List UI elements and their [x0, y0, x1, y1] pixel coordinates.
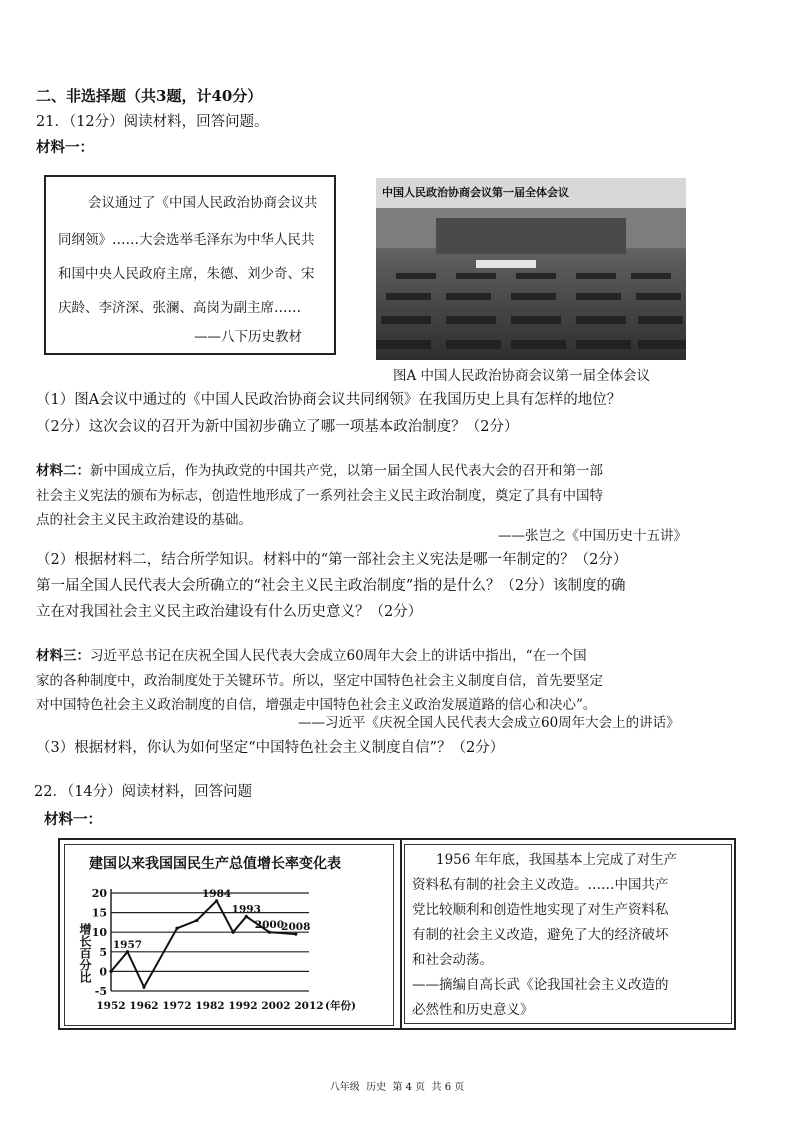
photo-banner: 中国人民政治协商会议第一届全体会议: [382, 186, 569, 199]
growth-point: [175, 927, 178, 930]
box-divider: [400, 840, 402, 1028]
x-tick-label: 1982: [195, 1000, 225, 1012]
year-annotation: 1984: [201, 887, 232, 900]
q22-text-line: ——摘编自高长武《论我国社会主义改造的: [412, 977, 669, 993]
section-title: 二、非选择题（共3题，计40分）: [36, 87, 263, 105]
material2-text: 新中国成立后，作为执政党的中国共产党，以第一届全国人民代表大会的召开和第一部: [90, 463, 603, 479]
year-annotation: 1957: [112, 938, 143, 951]
material3-label: 材料三：: [36, 648, 90, 664]
q22-material1-label: 材料一：: [44, 811, 102, 828]
q21-question1-line: （1）图A会议中通过的《中国人民政治协商会议共同纲领》在我国历史上具有怎样的地位？: [36, 392, 622, 408]
q22-text-line: 有制的社会主义改造，避免了大的经济破坏: [412, 927, 669, 943]
material2-line: 社会主义宪法的颁布为标志，创造性地形成了一系列社会主义民主政治制度，奠定了具有中国特: [36, 488, 603, 504]
x-axis-label: (年份): [325, 1000, 356, 1012]
quote-line: 同纲领》……大会选举毛泽东为中华人民共: [58, 232, 315, 248]
quote-source: ——八下历史教材: [194, 329, 302, 345]
growth-point: [109, 970, 112, 973]
material3-text: 习近平总书记在庆祝全国人民代表大会成立60周年大会上的讲话中指出，“在一个国: [90, 648, 587, 664]
year-annotation: 1993: [231, 903, 261, 916]
x-tick-label: 2012: [294, 1000, 324, 1012]
material2-label: 材料二：: [36, 463, 90, 479]
gdp-growth-chart: [65, 845, 393, 1025]
y-tick-label: 15: [91, 906, 107, 920]
q21-question2-line: 立在对我国社会主义民主政治建设有什么历史意义？（2分）: [36, 604, 423, 620]
y-tick-label: -5: [94, 985, 107, 998]
x-tick-label: 1972: [162, 1000, 192, 1012]
material2-source: ——张岂之《中国历史十五讲》: [498, 528, 687, 544]
material3-line: 对中国特色社会主义政治制度的自信，增强走中国特色社会主义政治发展道路的信心和决心”。: [36, 697, 597, 713]
conference-photo: [376, 178, 686, 360]
material3-line: 家的各种制度中，政治制度处于关键环节。所以，坚定中国特色社会主义制度自信，首先要坚定: [36, 673, 603, 689]
year-annotation: 2008: [281, 921, 311, 934]
q22-text-line: 资料私有制的社会主义改造。……中国共产: [412, 877, 669, 893]
photo-caption: 图A 中国人民政治协商会议第一届全体会议: [393, 368, 651, 384]
y-tick-label: 10: [91, 926, 107, 940]
material3-source: ——习近平《庆祝全国人民代表大会成立60周年大会上的讲话》: [298, 715, 680, 731]
growth-point: [142, 985, 145, 988]
q21-question1-line: （2分）这次会议的召开为新中国初步确立了哪一项基本政治制度？（2分）: [36, 419, 519, 435]
q21-header: 21．（12分）阅读材料，回答问题。: [36, 114, 269, 130]
x-tick-label: 1952: [96, 1000, 126, 1012]
q22-material-box: [58, 838, 736, 1030]
chart-title: 建国以来我国国民生产总值增长率变化表: [89, 856, 341, 872]
quote-line: 会议通过了《中国人民政治协商会议共: [88, 195, 318, 211]
q21-question2-line: （2）根据材料二，结合所学知识。材料中的“第一部社会主义宪法是哪一年制定的？（2分）: [36, 552, 628, 568]
q22-text-line: 1956 年年底，我国基本上完成了对生产: [436, 852, 678, 868]
q22-text-line: 党比较顺利和创造性地实现了对生产资料私: [412, 902, 669, 918]
x-tick-label: 1962: [129, 1000, 159, 1012]
y-axis-label: 增长百分比: [78, 923, 92, 983]
q22-text-line: 和社会动荡。: [412, 952, 493, 968]
chart-frame: [64, 844, 394, 1026]
y-tick-label: 5: [99, 945, 107, 959]
quote-line: 庆龄、李济深、张澜、高岗为副主席……: [58, 300, 301, 316]
growth-point: [195, 919, 198, 922]
x-tick-label: 1992: [228, 1000, 258, 1012]
x-tick-label: 2002: [261, 1000, 291, 1012]
year-annotation: 2000: [254, 919, 285, 932]
quote-line: 和国中央人民政府主席，朱德、刘少奇、宋: [58, 266, 315, 282]
q22-text-line: 必然性和历史意义》: [412, 1002, 534, 1018]
q21-material1-label: 材料一：: [36, 139, 94, 156]
material2-line: [36, 461, 603, 481]
material3-line: [36, 646, 587, 666]
q21-question3-line: （3）根据材料，你认为如何坚定“中国特色社会主义制度自信”？（2分）: [36, 740, 505, 756]
photo-illustration: [376, 178, 686, 360]
q21-question2-line: 第一届全国人民代表大会所确立的“社会主义民主政治制度”指的是什么？（2分）该制度的确: [36, 578, 626, 594]
page-footer: 八年级 历史 第 4 页 共 6 页: [329, 1082, 465, 1093]
material2-line: 点的社会主义民主政治建设的基础。: [36, 512, 252, 528]
y-tick-label: 0: [99, 965, 107, 979]
growth-point: [232, 931, 235, 934]
q22-header: 22．（14分）阅读材料，回答问题: [34, 784, 253, 800]
y-tick-label: 20: [91, 887, 107, 900]
q21-quote-box: [44, 175, 336, 355]
